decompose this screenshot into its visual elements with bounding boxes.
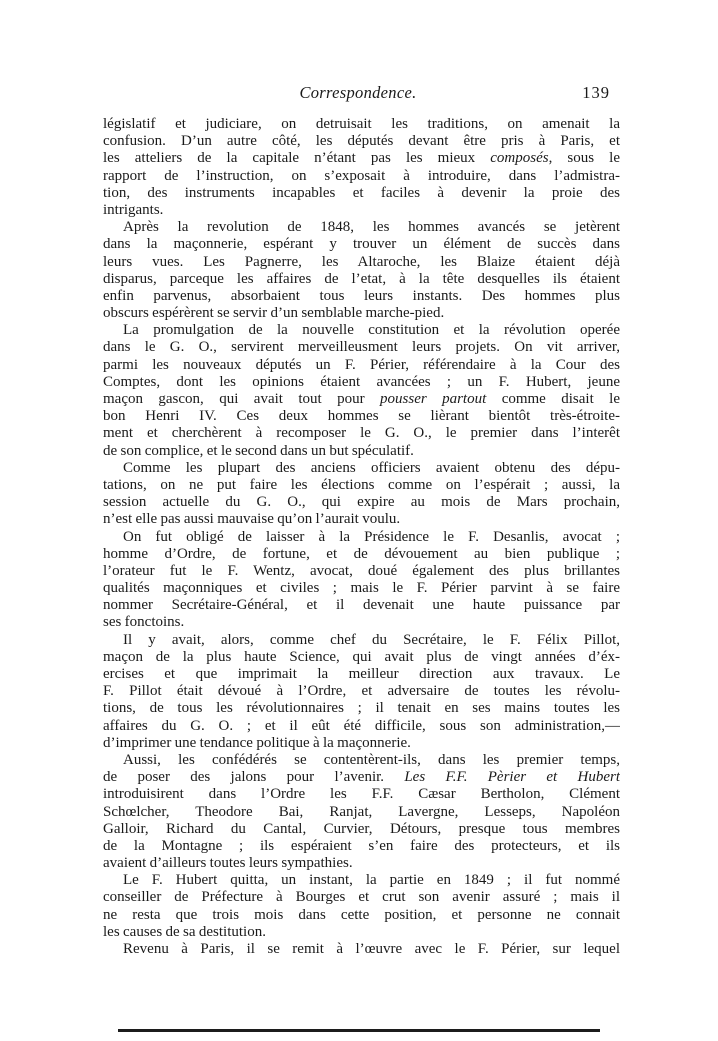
text-line: tion, des instruments incapables et faciles à devenir la proie des xyxy=(103,184,620,201)
text-line: Revenu à Paris, il se remit à l’œuvre avec le F. Périer, sur lequel xyxy=(123,941,620,957)
text-line: ses fonctoins. xyxy=(103,614,185,631)
text-line: Comme les plupart des anciens officiers avaient obtenu des dépu- xyxy=(123,459,620,476)
text-line: Il y avait, alors, comme chef du Secrétaire, le F. Félix Pillot, xyxy=(123,631,620,648)
text-line: obscurs espérèrent se servir d’un semblable marche-pied. xyxy=(103,305,445,322)
text-line: tions, de tous les révolutionnaires ; il tenait en ses mains toutes les xyxy=(103,700,620,717)
page-number: 139 xyxy=(582,83,610,102)
text-line: tations, on ne put faire les élections comme on l’espérait ; aussi, la xyxy=(103,476,620,493)
text-line: Schœlcher, Theodore Bai, Ranjat, Lavergne, Lesseps, Napoléon xyxy=(103,803,620,820)
text-block xyxy=(103,116,620,958)
paragraph xyxy=(103,872,620,941)
text-line: parmi les nouveaux députés un F. Périer, référendaire à la Cour des xyxy=(103,356,620,373)
text-line: enfin parvenus, absorbaient tous leurs instants. Des hommes plus xyxy=(103,287,620,304)
text-line: dans le G. O., servirent merveilleusment leurs projets. On vit arriver, xyxy=(103,339,620,356)
text-line: législatif et judiciare, on detruisait les traditions, on amenait la xyxy=(103,116,620,132)
text-line: rapport de l’instruction, on s’exposait à introduire, dans l’admistra- xyxy=(103,167,620,184)
text-line: Le F. Hubert quitta, un instant, la partie en 1849 ; il fut nommé xyxy=(123,872,620,889)
text-line: maçon gascon, qui avait tout pour pousser partout comme disait le xyxy=(103,391,620,407)
paragraph xyxy=(103,632,620,752)
text-line: dans la maçonnerie, espérant y trouver un élément de succès dans xyxy=(103,236,620,253)
text-line: conseiller de Préfecture à Bourges et crut son avenir assuré ; mais il xyxy=(103,889,620,906)
text-line: nommer Secrétaire-Général, et il devenait une haute puissance par xyxy=(103,597,620,614)
text-line: introduisirent dans l’Ordre les F.F. Cæsar Bertholon, Clément xyxy=(103,786,620,803)
paragraph xyxy=(103,116,620,219)
text-line: bon Henri IV. Ces deux hommes se lièrant bientôt très-étroite- xyxy=(103,408,620,425)
text-line: avaient d’ailleurs toutes leurs sympathies. xyxy=(103,855,353,872)
text-line: affaires du G. O. ; et il eût été difficile, sous son administration,— xyxy=(103,717,620,734)
text-line: disparus, parceque les affaires de l’etat, à la tête desquelles ils étaient xyxy=(103,270,620,287)
text-line: intrigants. xyxy=(103,201,164,218)
text-line: session actuelle du G. O., qui expire au mois de Mars prochain, xyxy=(103,494,620,511)
paragraph xyxy=(103,460,620,529)
text-line: confusion. D’un autre côté, les députés devant être pris à Paris, et xyxy=(103,133,620,150)
text-line: les atteliers de la capitale n’étant pas les mieux composés, sous le xyxy=(103,150,620,167)
page-title: Correspondence. xyxy=(299,83,417,102)
text-line: n’est elle pas aussi mauvaise qu’on l’aurait voulu. xyxy=(103,511,401,528)
text-line: On fut obligé de laisser à la Présidence le F. Desanlis, avocat ; xyxy=(123,528,620,545)
text-line: les causes de sa destitution. xyxy=(103,923,266,940)
text-line: La promulgation de la nouvelle constitution et la révolution operée xyxy=(123,322,620,339)
text-line: Aussi, les confédérés se contentèrent-ils, dans les premier temps, xyxy=(123,751,620,768)
text-line: ercises et que imprimait la meilleur direction aux travaux. Le xyxy=(103,666,620,682)
paragraph xyxy=(103,219,620,322)
paragraph xyxy=(103,322,620,460)
text-line: Comptes, dont les opinions étaient avancées ; un F. Hubert, jeune xyxy=(103,373,620,390)
text-line: ment et cherchèrent à recomposer le G. O., le premier dans l’interêt xyxy=(103,425,620,442)
text-line: Après la revolution de 1848, les hommes avancés se jetèrent xyxy=(123,219,620,236)
text-line: F. Pillot était dévoué à l’Ordre, et adversaire de toutes les révolu- xyxy=(103,683,620,700)
paragraph xyxy=(103,752,620,872)
text-line: d’imprimer une tendance politique à la maçonnerie. xyxy=(103,734,411,751)
scan-artifact-line xyxy=(118,1029,600,1032)
text-line: maçon de la plus haute Science, qui avait plus de vingt années d’éx- xyxy=(103,648,620,665)
text-line: ne resta que trois mois dans cette position, et personne ne connait xyxy=(103,906,620,923)
text-line: homme d’Ordre, de fortune, et de dévouement au bien publique ; xyxy=(103,545,620,562)
paragraph xyxy=(103,941,620,958)
text-line: l’orateur fut le F. Wentz, avocat, doué également des plus brillantes xyxy=(103,562,620,579)
text-line: leurs vues. Les Pagnerre, les Altaroche, les Blaize étaient déjà xyxy=(103,253,620,270)
text-line: qualités maçonniques et civiles ; mais le F. Périer parvint à se faire xyxy=(103,580,620,597)
text-line: de son complice, et le second dans un but spéculatif. xyxy=(103,442,414,459)
text-line: Galloir, Richard du Cantal, Curvier, Détours, presque tous membres xyxy=(103,820,620,837)
paragraph xyxy=(103,529,620,632)
text-line: de la Montagne ; ils espéraient s’en faire des protecteurs, et ils xyxy=(103,837,620,854)
running-header xyxy=(103,83,620,105)
text-line: de poser des jalons pour l’avenir. Les F.F. Pèrier et Hubert xyxy=(103,769,620,786)
